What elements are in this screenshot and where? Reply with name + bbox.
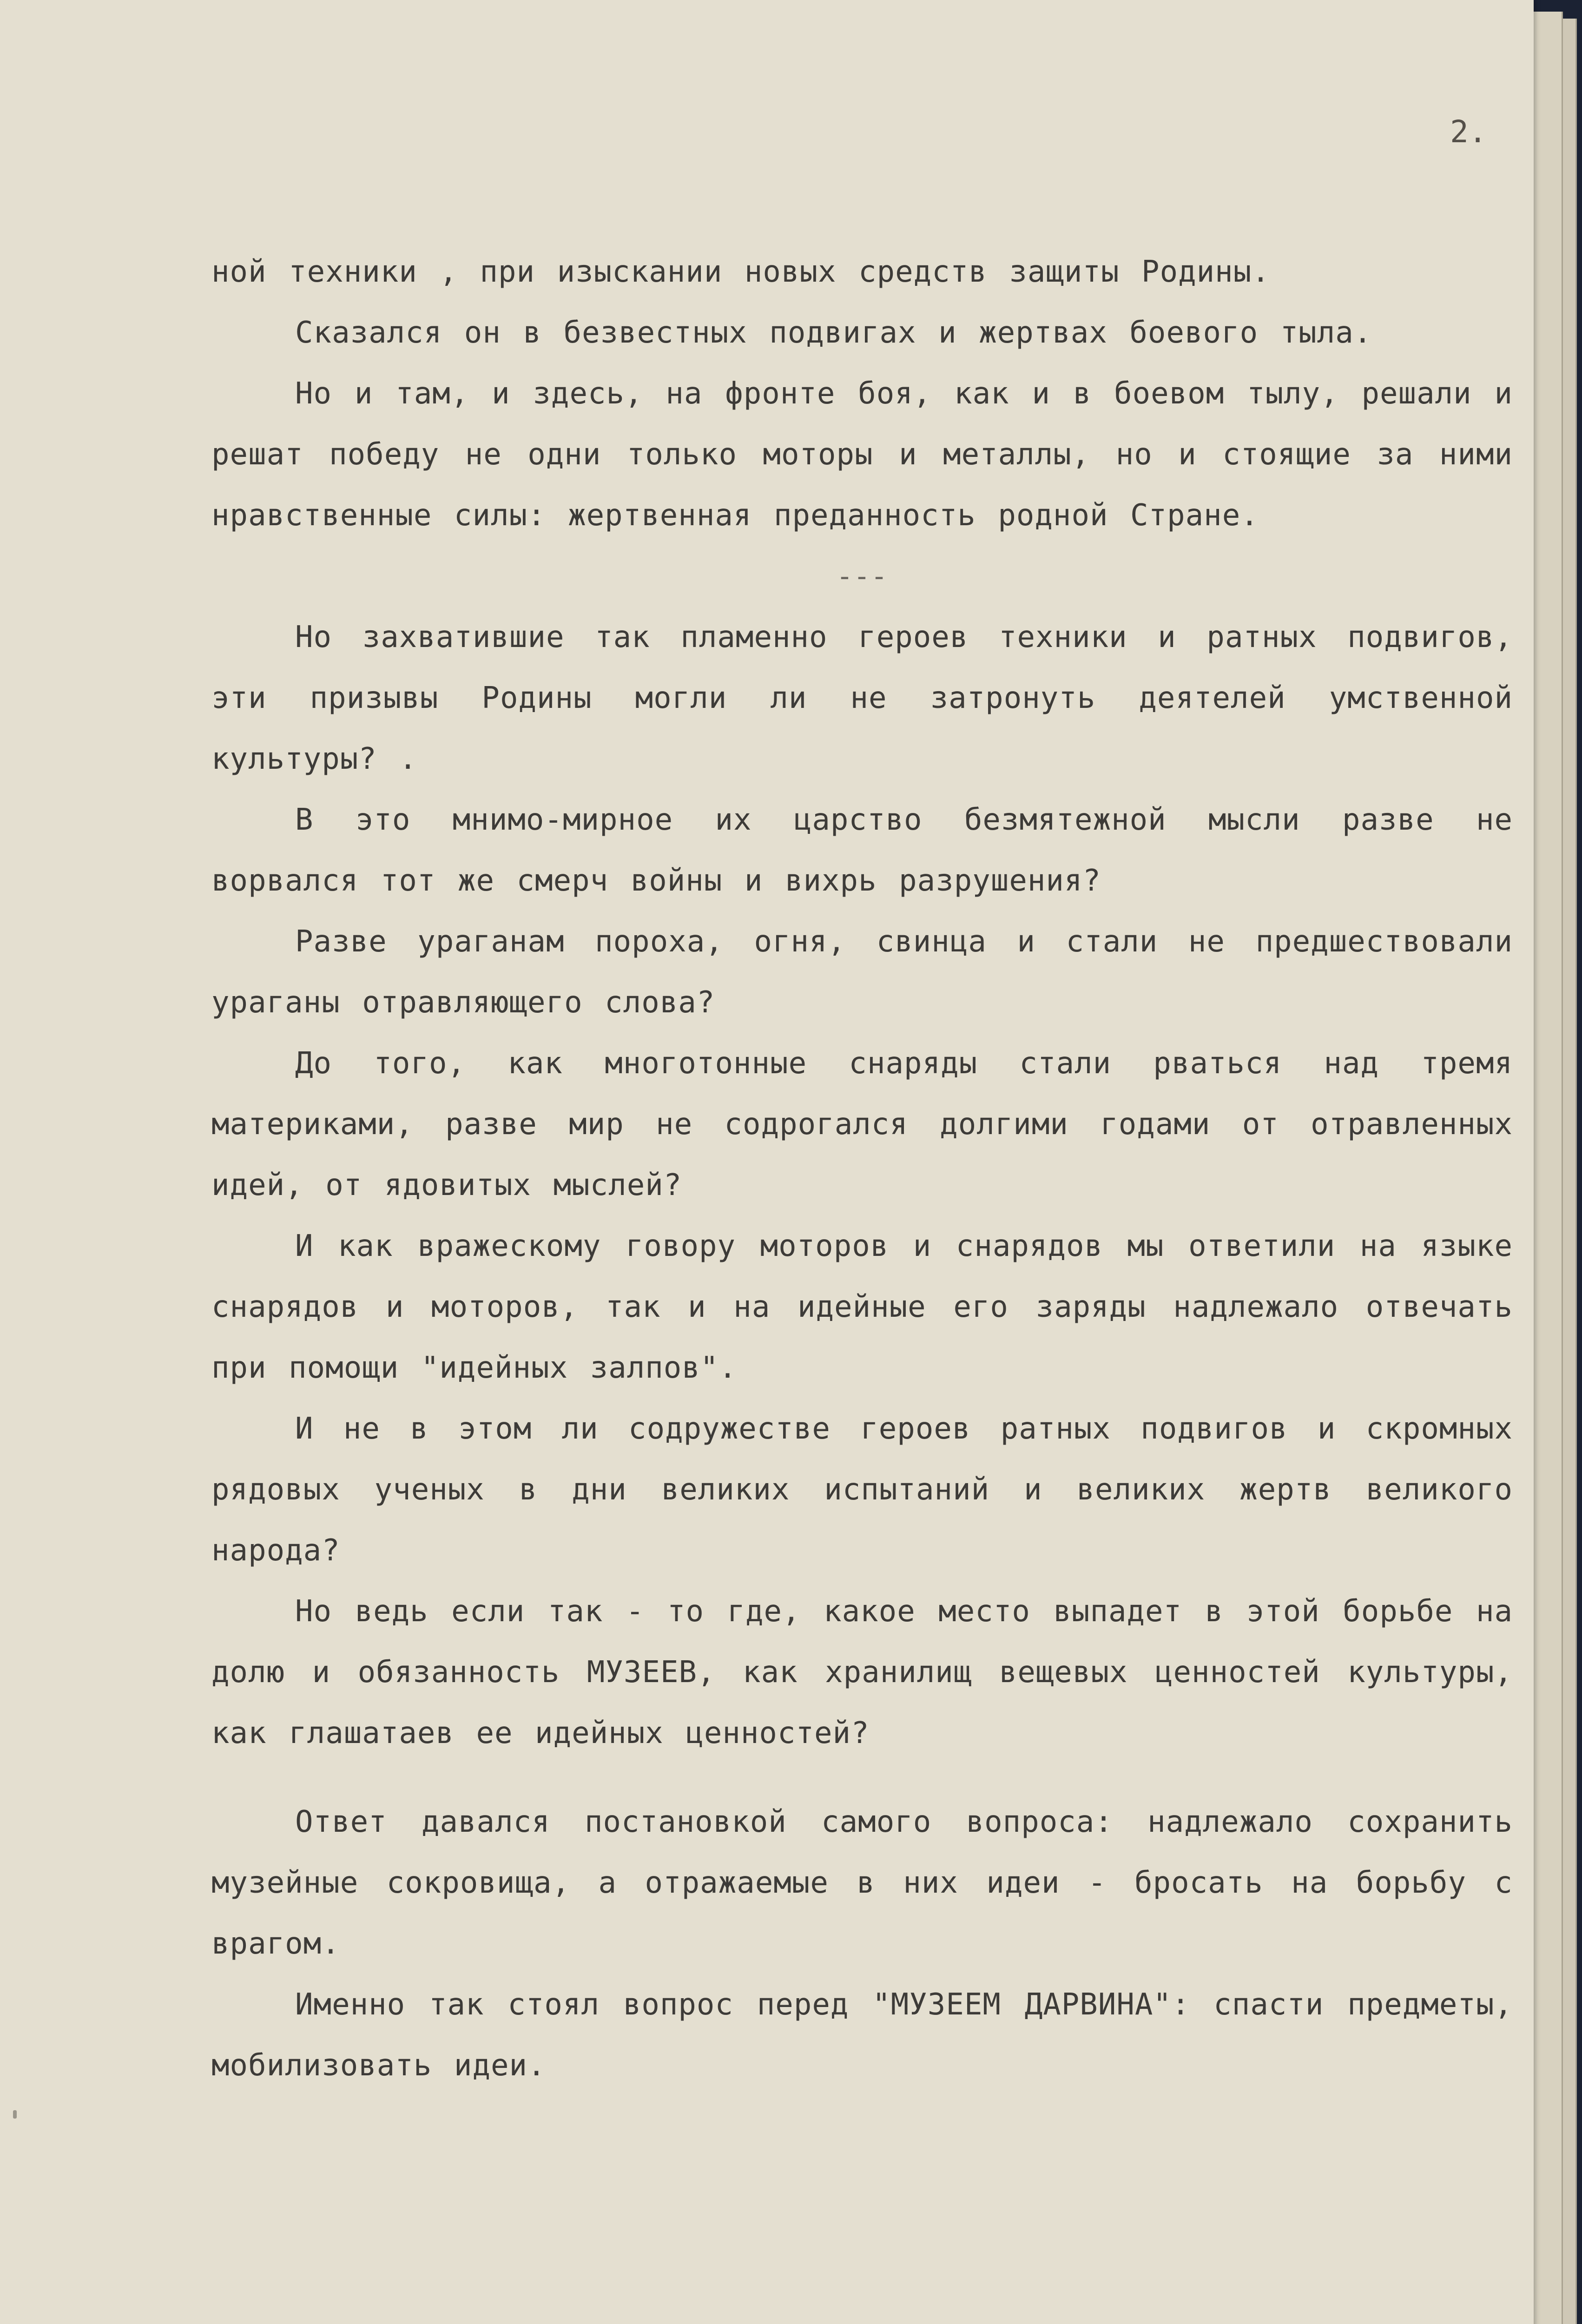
- paragraph-gap: [211, 1764, 1513, 1792]
- paragraph: Разве ураганам пороха, огня, свинца и стали не предшествовали ураганы отравляющего слова?: [211, 924, 1513, 1020]
- paragraph: До того, как многотонные снаряды стали рваться над тремя материками, разве мир не содрогался долгими годами от отравленных идей, от ядовитых мыслей?: [211, 1046, 1513, 1202]
- page-number: 2.: [1450, 114, 1487, 150]
- paragraph: Сказался он в безвестных подвигах и жертвах боевого тыла.: [295, 316, 1372, 350]
- margin-mark: [13, 2110, 17, 2119]
- paragraph: Именно так стоял вопрос перед "МУЗЕЕМ ДАРВИНА": спасти предметы, мобилизовать идеи.: [211, 1987, 1513, 2083]
- paragraph: В это мнимо-мирное их царство безмятежной мысли разве не ворвался тот же смерч войны и вихрь разрушения?: [211, 803, 1513, 898]
- paragraph: И как вражескому говору моторов и снарядов мы ответили на языке снарядов и моторов, так и на идейные его заряды надлежало отвечать при помощи "идейных залпов".: [211, 1229, 1513, 1385]
- page-body: [211, 242, 1513, 2096]
- paragraph: ной техники , при изыскании новых средств защиты Родины.: [211, 255, 1270, 289]
- paragraph: Ответ давался постановкой самого вопроса: надлежало сохранить музейные сокровища, а отражаемые в них идеи - бросать на борьбу с врагом.: [211, 1805, 1513, 1961]
- paragraph: И не в этом ли содружестве героев ратных подвигов и скромных рядовых ученых в дни великих испытаний и великих жертв великого народа?: [211, 1412, 1513, 1568]
- paragraph: Но и там, и здесь, на фронте боя, как и в боевом тылу, решали и решат победу не одни только моторы и металлы, но и стоящие за ними нравственные силы: жертвенная преданность родной Стране.: [211, 376, 1513, 533]
- paragraph: Но захватившие так пламенно героев техники и ратных подвигов, эти призывы Родины могли ли не затронуть деятелей умственной культуры? .: [211, 620, 1513, 776]
- section-separator: ---: [836, 560, 888, 593]
- paragraph: Но ведь если так - то где, какое место выпадет в этой борьбе на долю и обязанность МУЗЕЕВ, как хранилищ вещевых ценностей культуры, как глашатаев ее идейных ценностей?: [211, 1594, 1513, 1750]
